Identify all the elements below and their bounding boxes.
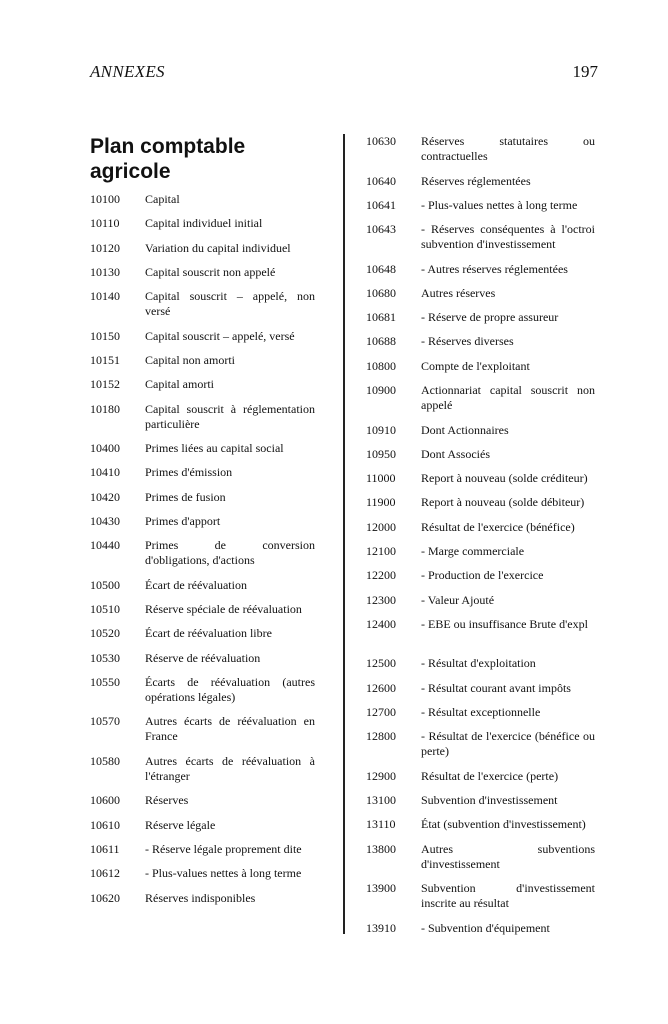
account-row <box>90 793 315 817</box>
account-row <box>90 514 315 538</box>
account-label: Actionnariat capital souscrit non appelé <box>421 383 595 413</box>
account-code: 12100 <box>366 544 396 559</box>
account-code: 10130 <box>90 264 120 279</box>
account-label: Compte de l'exploitant <box>421 358 530 373</box>
account-code: 11900 <box>366 495 396 510</box>
account-row <box>366 881 595 921</box>
account-label: Variation du capital individuel <box>145 240 291 255</box>
account-code: 10610 <box>90 817 120 832</box>
account-label: Réserves indisponibles <box>145 890 256 905</box>
account-code: 10140 <box>90 289 120 304</box>
account-row <box>90 353 315 377</box>
account-label: Écart de réévaluation libre <box>145 626 272 641</box>
account-row <box>90 402 315 442</box>
account-code: 10611 <box>90 842 120 857</box>
account-row <box>90 675 315 715</box>
account-code: 10600 <box>90 793 120 808</box>
account-row <box>366 593 595 617</box>
account-label: Réserves <box>145 793 189 808</box>
section-title: Plan comptable agricole <box>90 135 246 183</box>
account-row <box>90 441 315 465</box>
account-code: 10648 <box>366 261 396 276</box>
account-label: Autres écarts de réévaluation en France <box>145 714 315 744</box>
page-header <box>90 62 598 86</box>
account-code: 13100 <box>366 793 396 808</box>
account-code: 12300 <box>366 592 396 607</box>
account-label: Capital souscrit – appelé, non versé <box>145 289 315 319</box>
account-label: Capital individuel initial <box>145 216 263 231</box>
account-code: 13900 <box>366 881 396 896</box>
account-label: Réserve spéciale de réévaluation <box>145 602 302 617</box>
account-code: 10152 <box>90 377 120 392</box>
account-row <box>90 578 315 602</box>
account-row <box>90 602 315 626</box>
account-code: 10950 <box>366 446 396 461</box>
page-number: 197 <box>572 62 598 81</box>
account-label: - Réserve légale proprement dite <box>145 842 302 857</box>
account-row <box>90 626 315 650</box>
account-row <box>366 134 595 174</box>
account-row <box>90 842 315 866</box>
account-row <box>366 447 595 471</box>
account-row <box>366 568 595 592</box>
account-row <box>366 359 595 383</box>
account-row <box>366 520 595 544</box>
account-label: Autres réserves <box>421 285 496 300</box>
account-list-right <box>366 134 595 945</box>
account-code: 10120 <box>90 240 120 255</box>
account-row <box>366 769 595 793</box>
account-row <box>90 216 315 240</box>
account-row <box>366 495 595 519</box>
account-label: Écarts de réévaluation (autres opérations légales) <box>145 674 315 704</box>
account-code: 12600 <box>366 680 396 695</box>
account-row <box>366 286 595 310</box>
account-label: Résultat de l'exercice (bénéfice) <box>421 519 575 534</box>
account-code: 10612 <box>90 866 120 881</box>
account-label: Primes d'apport <box>145 513 221 528</box>
account-code: 10420 <box>90 489 120 504</box>
account-row <box>90 714 315 754</box>
account-row <box>90 891 315 915</box>
account-label: Primes de conversion d'obligations, d'actions <box>145 538 315 568</box>
account-code: 10520 <box>90 626 120 641</box>
account-row <box>366 729 595 769</box>
account-label: Autres écarts de réévaluation à l'étranger <box>145 753 315 783</box>
account-label: Capital souscrit – appelé, versé <box>145 328 295 343</box>
account-row <box>366 383 595 423</box>
account-code: 10530 <box>90 650 120 665</box>
account-label: Réserve légale <box>145 817 216 832</box>
account-code: 10643 <box>366 222 396 237</box>
account-code: 10688 <box>366 334 396 349</box>
account-label: Capital souscrit à réglementation particulière <box>145 401 315 431</box>
account-label: - Subvention d'équipement <box>421 920 550 935</box>
account-code: 11000 <box>366 471 396 486</box>
account-code: 10151 <box>90 352 120 367</box>
account-row <box>90 465 315 489</box>
account-code: 10681 <box>366 310 396 325</box>
account-row <box>366 174 595 198</box>
account-label: - Plus-values nettes à long terme <box>145 866 302 881</box>
account-code: 12400 <box>366 616 396 631</box>
account-code: 10800 <box>366 358 396 373</box>
account-label: - Réserves conséquentes à l'octroi subvention d'investissement <box>421 222 595 252</box>
account-row <box>90 651 315 675</box>
account-row <box>366 262 595 286</box>
account-label: - Résultat courant avant impôts <box>421 680 571 695</box>
account-label: Report à nouveau (solde débiteur) <box>421 495 585 510</box>
account-row <box>90 866 315 890</box>
account-row <box>90 818 315 842</box>
account-label: Résultat de l'exercice (perte) <box>421 768 559 783</box>
account-row <box>366 310 595 334</box>
account-label: Dont Associés <box>421 446 490 461</box>
account-label: Capital amorti <box>145 377 214 392</box>
account-row <box>90 289 315 329</box>
account-label: Report à nouveau (solde créditeur) <box>421 471 588 486</box>
account-label: - Résultat d'exploitation <box>421 656 536 671</box>
account-code: 10510 <box>90 602 120 617</box>
account-label: - EBE ou insuffisance Brute d'expl <box>421 616 588 631</box>
account-code: 10641 <box>366 197 396 212</box>
account-label: - Production de l'exercice <box>421 568 544 583</box>
account-row <box>366 471 595 495</box>
account-code: 10400 <box>90 441 120 456</box>
account-code: 10550 <box>90 674 120 689</box>
account-row <box>366 656 595 680</box>
account-code: 10900 <box>366 383 396 398</box>
account-row <box>366 198 595 222</box>
account-row <box>90 538 315 578</box>
account-code: 10410 <box>90 465 120 480</box>
account-label: Réserve de réévaluation <box>145 650 261 665</box>
account-code: 12800 <box>366 729 396 744</box>
account-label: Capital <box>145 192 180 206</box>
account-code: 12500 <box>366 656 396 671</box>
account-label: Dont Actionnaires <box>421 422 509 437</box>
account-code: 10910 <box>366 422 396 437</box>
account-label: - Marge commerciale <box>421 544 525 559</box>
account-row <box>90 490 315 514</box>
account-code: 13800 <box>366 841 396 856</box>
account-label: - Autres réserves réglementées <box>421 261 568 276</box>
account-code: 10110 <box>90 216 120 231</box>
account-label: Capital souscrit non appelé <box>145 264 276 279</box>
account-code: 10580 <box>90 753 120 768</box>
account-label: Subvention d'investissement <box>421 793 558 808</box>
account-code: 10640 <box>366 173 396 188</box>
account-label: Autres subventions d'investissement <box>421 841 595 871</box>
account-code: 10430 <box>90 513 120 528</box>
account-row <box>366 617 595 657</box>
account-label: - Résultat exceptionnelle <box>421 705 541 720</box>
account-label: Primes liées au capital social <box>145 441 284 456</box>
account-row <box>90 754 315 794</box>
account-label: Capital non amorti <box>145 352 235 367</box>
account-code: 12200 <box>366 568 396 583</box>
account-row <box>366 681 595 705</box>
account-row <box>90 241 315 265</box>
account-label: Réserves statutaires ou contractuelles <box>421 134 595 163</box>
account-label: Subvention d'investissement inscrite au résultat <box>421 881 595 911</box>
account-code: 10100 <box>90 192 120 206</box>
account-label: - Valeur Ajouté <box>421 592 495 607</box>
account-list-left <box>90 192 315 915</box>
account-row <box>366 544 595 568</box>
account-code: 10180 <box>90 401 120 416</box>
account-row <box>366 793 595 817</box>
account-code: 12700 <box>366 705 396 720</box>
account-row <box>366 334 595 358</box>
account-label: Primes de fusion <box>145 489 226 504</box>
account-label: - Réserve de propre assureur <box>421 310 559 325</box>
account-row <box>366 842 595 882</box>
account-code: 10440 <box>90 538 120 553</box>
account-label: - Réserves diverses <box>421 334 514 349</box>
account-row <box>90 329 315 353</box>
account-code: 10630 <box>366 134 396 148</box>
running-header: ANNEXES <box>90 62 165 81</box>
account-label: Primes d'émission <box>145 465 233 480</box>
account-code: 10500 <box>90 577 120 592</box>
account-code: 13910 <box>366 920 396 935</box>
account-label: - Résultat de l'exercice (bénéfice ou perte) <box>421 729 595 759</box>
account-label: Écart de réévaluation <box>145 577 247 592</box>
account-code: 13110 <box>366 817 396 832</box>
account-code: 10570 <box>90 714 120 729</box>
column-divider <box>343 134 345 934</box>
account-label: - Plus-values nettes à long terme <box>421 197 578 212</box>
account-code: 10620 <box>90 890 120 905</box>
account-row <box>366 921 595 945</box>
account-code: 10680 <box>366 285 396 300</box>
account-row <box>366 705 595 729</box>
account-row <box>366 222 595 262</box>
account-row <box>366 817 595 841</box>
account-row <box>366 423 595 447</box>
account-code: 12000 <box>366 519 396 534</box>
account-row <box>90 265 315 289</box>
account-label: État (subvention d'investissement) <box>421 817 586 832</box>
account-label: Réserves réglementées <box>421 173 531 188</box>
account-row <box>90 377 315 401</box>
account-code: 10150 <box>90 328 120 343</box>
account-row <box>90 192 315 216</box>
account-code: 12900 <box>366 768 396 783</box>
